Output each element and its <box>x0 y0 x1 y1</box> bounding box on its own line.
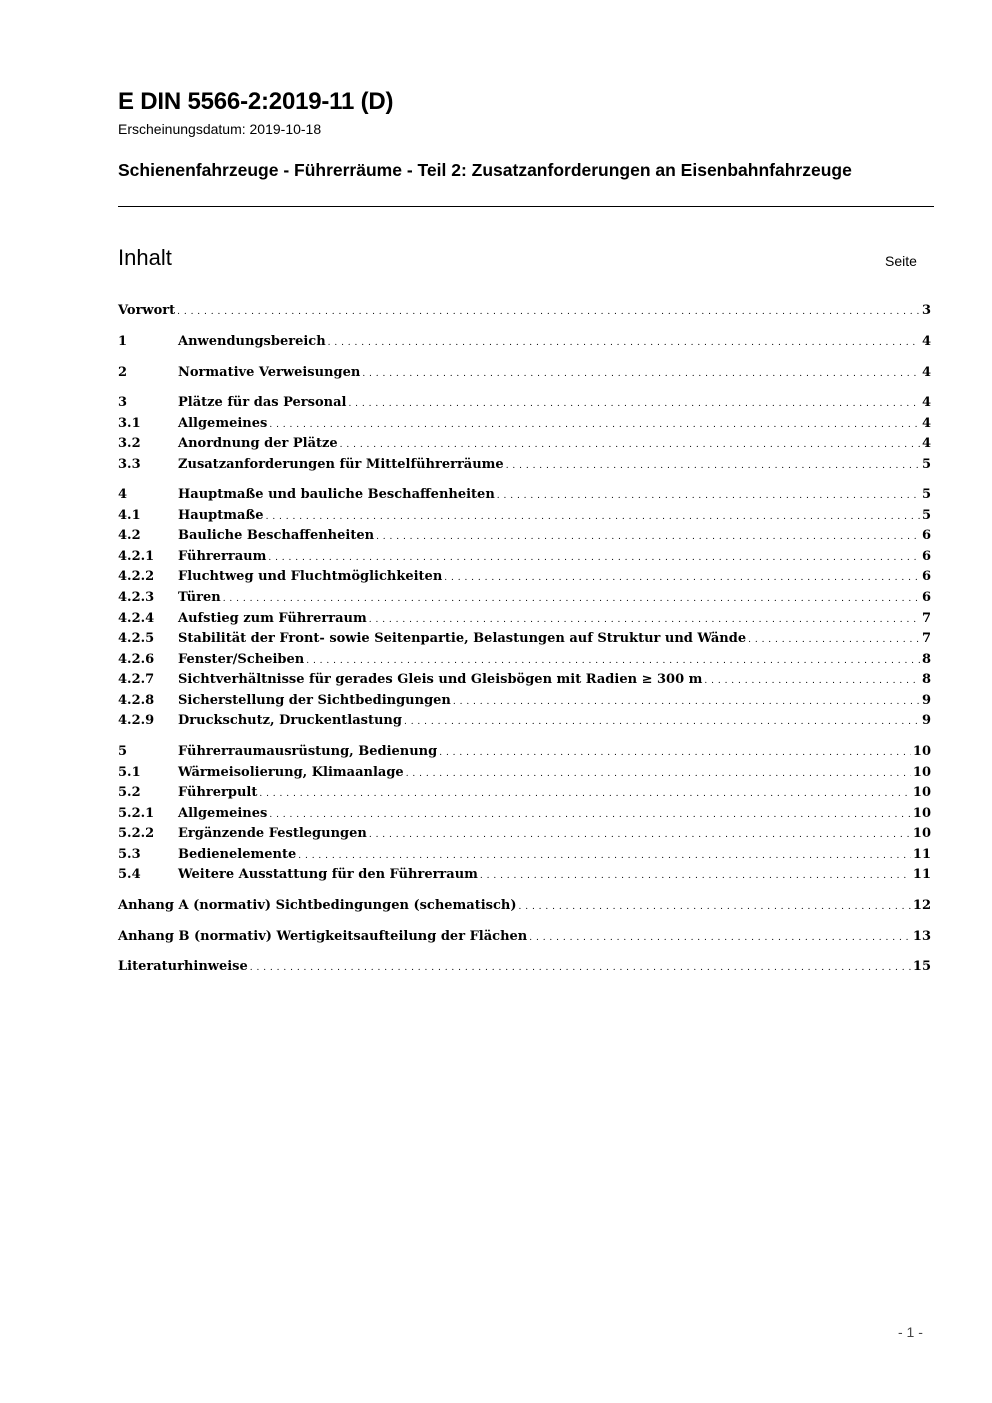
toc-entry-title: Führerraum <box>178 549 267 564</box>
toc-entry[interactable] <box>118 485 931 505</box>
toc-entry-page: 10 <box>912 826 931 841</box>
toc-entry[interactable] <box>118 393 931 413</box>
toc-leader-dots <box>223 589 920 609</box>
toc-entry-page: 5 <box>921 487 931 502</box>
toc-entry-page: 6 <box>921 590 931 605</box>
toc-leader-dots <box>269 805 911 825</box>
toc-entry-title: Sicherstellung der Sichtbedingungen <box>178 693 451 708</box>
toc-entry-title: Fluchtweg und Fluchtmöglichkeiten <box>178 569 443 584</box>
header-divider <box>118 206 934 207</box>
toc-entry[interactable] <box>118 547 931 567</box>
toc-entry[interactable] <box>118 414 931 434</box>
toc-entry-page: 9 <box>921 693 931 708</box>
toc-entry-number: 4.2.7 <box>118 672 155 687</box>
toc-entry[interactable] <box>118 742 931 762</box>
toc-entry-page: 10 <box>912 785 931 800</box>
toc-entry-page: 5 <box>921 457 931 472</box>
toc-entry-title: Zusatzanforderungen für Mittelführerräume <box>178 457 504 472</box>
toc-heading: Inhalt <box>118 245 172 270</box>
toc-leader-dots <box>348 394 920 414</box>
toc-entry-page: 7 <box>921 611 931 626</box>
toc-entry-number: 5.2.2 <box>118 826 155 841</box>
toc-entry-page: 4 <box>921 365 931 380</box>
toc-entry-page: 7 <box>921 631 931 646</box>
toc-entry-number: 4.2.1 <box>118 549 155 564</box>
toc-leader-dots <box>328 333 920 353</box>
toc-entry-title: Vorwort <box>118 303 176 318</box>
toc-entry-number: 3.1 <box>118 416 141 431</box>
toc-entry[interactable] <box>118 609 931 629</box>
toc-leader-dots <box>362 364 920 384</box>
toc-entry-title: Normative Verweisungen <box>178 365 361 380</box>
toc-entry-page: 6 <box>921 528 931 543</box>
toc-entry-page: 6 <box>921 549 931 564</box>
toc-entry-title: Bedienelemente <box>178 847 297 862</box>
toc-entry-title: Allgemeines <box>178 416 268 431</box>
toc-entry-title: Türen <box>178 590 221 605</box>
toc-entry[interactable] <box>118 332 931 352</box>
toc-entry-title: Allgemeines <box>178 806 268 821</box>
toc-entry[interactable] <box>118 506 931 526</box>
toc-leader-dots <box>340 435 920 455</box>
toc-entry-page: 4 <box>921 334 931 349</box>
toc-entry-number: 3 <box>118 395 128 410</box>
toc-entry-title: Ergänzende Festlegungen <box>178 826 367 841</box>
toc-leader-dots <box>298 846 911 866</box>
toc-entry-number: 5.2 <box>118 785 141 800</box>
toc-leader-dots <box>529 928 911 948</box>
toc-entry-number: 4.2.8 <box>118 693 155 708</box>
toc-entry-page: 5 <box>921 508 931 523</box>
toc-entry-number: 2 <box>118 365 128 380</box>
toc-entry-title: Bauliche Beschaffenheiten <box>178 528 375 543</box>
toc-entry-number: 4.2.2 <box>118 569 155 584</box>
toc-leader-dots <box>266 507 920 527</box>
toc-entry-page: 9 <box>921 713 931 728</box>
toc-entry-number: 5.4 <box>118 867 141 882</box>
toc-entry[interactable] <box>118 865 931 885</box>
toc-entry[interactable] <box>118 567 931 587</box>
toc-entry-number: 4.1 <box>118 508 141 523</box>
toc-entry-title: Anordnung der Plätze <box>178 436 338 451</box>
toc-entry-title: Druckschutz, Druckentlastung <box>178 713 402 728</box>
toc-entry-title: Aufstieg zum Führerraum <box>178 611 367 626</box>
toc-leader-dots <box>444 568 920 588</box>
toc-entry[interactable] <box>118 455 931 475</box>
toc-entry[interactable] <box>118 804 931 824</box>
toc-entry-number: 1 <box>118 334 128 349</box>
toc-leader-dots <box>269 415 920 435</box>
toc-page-column-label: Seite <box>885 253 917 269</box>
document-subtitle: Schienenfahrzeuge - Führerräume - Teil 2: Zusatzanforderungen an Eisenbahnfahrzeuge <box>118 160 852 180</box>
toc-leader-dots <box>406 764 911 784</box>
toc-entry-title: Anhang B (normativ) Wertigkeitsaufteilung der Flächen <box>118 929 528 944</box>
page-number: - 1 - <box>898 1324 923 1340</box>
toc-leader-dots <box>369 610 920 630</box>
toc-entry-number: 4.2.9 <box>118 713 155 728</box>
toc-entry-page: 4 <box>921 395 931 410</box>
toc-entry-number: 4.2.5 <box>118 631 155 646</box>
toc-entry-title: Plätze für das Personal <box>178 395 347 410</box>
toc-leader-dots <box>306 651 920 671</box>
toc-entry[interactable] <box>118 824 931 844</box>
toc-leader-dots <box>268 548 920 568</box>
toc-entry-number: 4.2 <box>118 528 141 543</box>
toc-entry-page: 6 <box>921 569 931 584</box>
toc-entry-number: 4.2.3 <box>118 590 155 605</box>
toc-entry-page: 10 <box>912 744 931 759</box>
toc-entry-page: 12 <box>912 898 931 913</box>
toc-entry-title: Führerpult <box>178 785 258 800</box>
toc-entry-title: Literaturhinweise <box>118 959 248 974</box>
toc-entry[interactable] <box>118 927 931 947</box>
toc-entry-number: 5.3 <box>118 847 141 862</box>
toc-entry[interactable] <box>118 650 931 670</box>
toc-entry-title: Hauptmaße <box>178 508 264 523</box>
toc-leader-dots <box>704 671 920 691</box>
toc-leader-dots <box>497 486 920 506</box>
toc-entry-number: 4.2.6 <box>118 652 155 667</box>
toc-entry-page: 8 <box>921 652 931 667</box>
toc-entry-title: Wärmeisolierung, Klimaanlage <box>178 765 404 780</box>
toc-entry-page: 10 <box>912 765 931 780</box>
toc-entry[interactable] <box>118 363 931 383</box>
toc-entry-number: 5.1 <box>118 765 141 780</box>
toc-entry[interactable] <box>118 845 931 865</box>
toc-entry-title: Hauptmaße und bauliche Beschaffenheiten <box>178 487 495 502</box>
toc-entry-title: Anhang A (normativ) Sichtbedingungen (schematisch) <box>118 898 517 913</box>
toc-entry-title: Fenster/Scheiben <box>178 652 305 667</box>
toc-entry[interactable] <box>118 588 931 608</box>
toc-leader-dots <box>259 784 911 804</box>
toc-entry-title: Führerraumausrüstung, Bedienung <box>178 744 438 759</box>
toc-leader-dots <box>519 897 911 917</box>
toc-entry-number: 5 <box>118 744 128 759</box>
toc-entry-number: 5.2.1 <box>118 806 155 821</box>
toc-entry-page: 13 <box>912 929 931 944</box>
toc-entry[interactable] <box>118 670 931 690</box>
toc-entry[interactable] <box>118 783 931 803</box>
toc-entry-page: 8 <box>921 672 931 687</box>
toc-entry-page: 10 <box>912 806 931 821</box>
toc-entry[interactable] <box>118 711 931 731</box>
toc-entry-number: 4 <box>118 487 128 502</box>
toc-entry[interactable] <box>118 301 931 321</box>
toc-leader-dots <box>453 692 920 712</box>
toc-entry-page: 4 <box>921 416 931 431</box>
publication-date: Erscheinungsdatum: 2019-10-18 <box>118 121 322 137</box>
toc-entry[interactable] <box>118 691 931 711</box>
toc-entry[interactable] <box>118 957 931 977</box>
toc-leader-dots <box>480 866 911 886</box>
document-title: E DIN 5566-2:2019-11 (D) <box>118 88 394 115</box>
toc-entry[interactable] <box>118 629 931 649</box>
toc-entry-page: 3 <box>921 303 931 318</box>
toc-entry-title: Stabilität der Front- sowie Seitenpartie, Belastungen auf Struktur und Wände <box>178 631 747 646</box>
toc-leader-dots <box>439 743 911 763</box>
toc-entry-page: 4 <box>921 436 931 451</box>
toc-leader-dots <box>376 527 920 547</box>
toc-entry[interactable] <box>118 526 931 546</box>
toc-entry-page: 15 <box>912 959 931 974</box>
toc-leader-dots <box>177 302 920 322</box>
toc-leader-dots <box>369 825 911 845</box>
toc-entry-number: 3.3 <box>118 457 141 472</box>
toc-entry-number: 4.2.4 <box>118 611 155 626</box>
toc-entry[interactable] <box>118 896 931 916</box>
toc-entry-title: Anwendungsbereich <box>178 334 326 349</box>
toc-entry-page: 11 <box>912 867 931 882</box>
toc-entry[interactable] <box>118 763 931 783</box>
toc-entry-number: 3.2 <box>118 436 141 451</box>
toc-leader-dots <box>404 712 920 732</box>
toc-leader-dots <box>250 958 911 978</box>
toc-entry-title: Weitere Ausstattung für den Führerraum <box>178 867 478 882</box>
toc-entry[interactable] <box>118 434 931 454</box>
toc-leader-dots <box>506 456 920 476</box>
toc-entry-page: 11 <box>912 847 931 862</box>
toc-leader-dots <box>748 630 920 650</box>
toc-entry-title: Sichtverhältnisse für gerades Gleis und Gleisbögen mit Radien ≥ 300 m <box>178 672 703 687</box>
